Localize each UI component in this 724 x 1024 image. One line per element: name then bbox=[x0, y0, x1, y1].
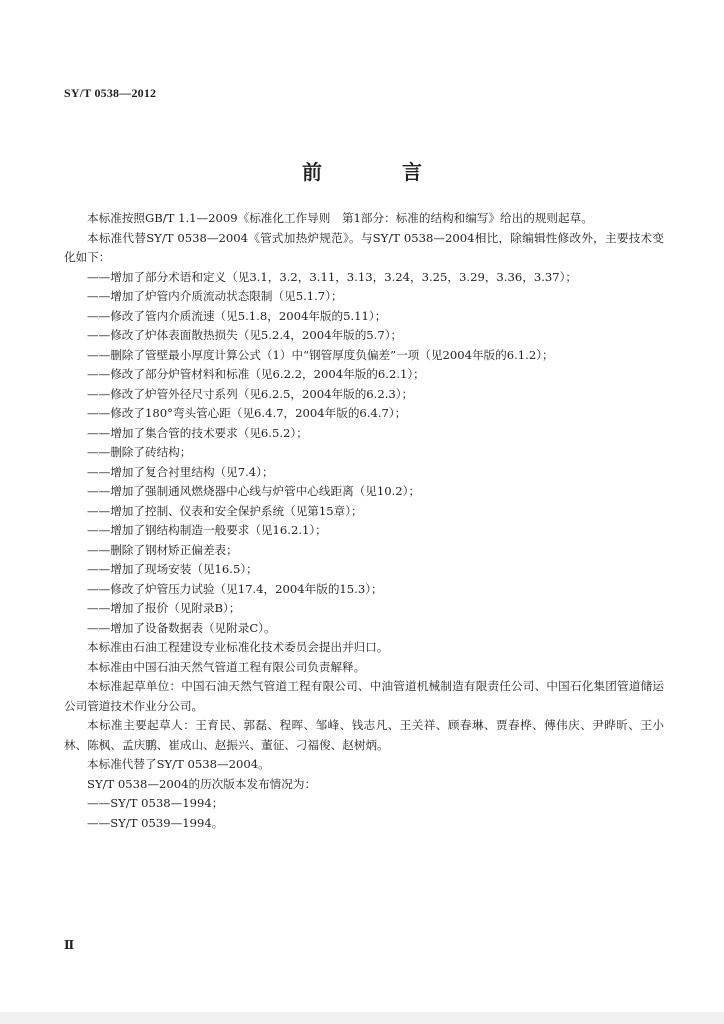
list-item: ——增加了现场安装（见16.5）； bbox=[87, 562, 258, 576]
paragraph: 本标准由石油工程建设专业标准化技术委员会提出并归口。 bbox=[87, 640, 389, 654]
paragraph: 本标准由中国石油天然气管道工程有限公司负责解释。 bbox=[87, 659, 366, 674]
standard-code: SY/T 0538—2012 bbox=[64, 86, 157, 100]
list-item: ——修改了炉体表面散热损失（见5.2.4，2004年版的5.7）； bbox=[87, 328, 403, 342]
paragraph: 本标准起草单位：中国石油天然气管道工程有限公司、中油管道机械制造有限责任公司、中国石化集团管道储运公司管道技术作业分公司。 bbox=[64, 679, 664, 713]
list-item: ——修改了炉管外径尺寸系列（见6.2.5，2004年版的6.2.3）； bbox=[87, 386, 414, 401]
list-item: ——增加了部分术语和定义（见3.1，3.2，3.11，3.13，3.24，3.25，3.29，3.36，3.37）； bbox=[87, 269, 578, 284]
page-title: 前 言 bbox=[302, 160, 452, 184]
paragraph: SY/T 0538—2004的历次版本发布情况为： bbox=[87, 776, 317, 791]
history-list bbox=[64, 794, 664, 833]
foreword-body bbox=[64, 209, 664, 833]
paragraph: 本标准主要起草人：王育民、郭磊、程晖、邹峰、钱志凡、王关祥、顾春琳、贾春桦、傅伟庆、尹晔昕、王小林、陈枫、孟庆鹏、崔成山、赵振兴、董征、刁福俊、赵树炳。 bbox=[64, 718, 664, 752]
list-item: ——删除了管壁最小厚度计算公式（1）中“钢管厚度负偏差”一项（见2004年版的6.1.2）； bbox=[87, 347, 554, 362]
page-number: Ⅱ bbox=[64, 938, 75, 952]
list-item: ——修改了管内介质流速（见5.1.8，2004年版的5.11）； bbox=[87, 308, 387, 323]
list-item: ——增加了复合衬里结构（见7.4）； bbox=[87, 464, 274, 479]
list-item: ——修改了部分炉管材料和标准（见6.2.2，2004年版的6.2.1）； bbox=[87, 367, 425, 381]
list-item: ——删除了砖结构； bbox=[87, 445, 192, 459]
paragraph: 本标准代替了SY/T 0538—2004。 bbox=[87, 757, 270, 771]
list-item: ——增加了设备数据表（见附录C）。 bbox=[87, 620, 276, 635]
list-item: ——增加了钢结构制造一般要求（见16.2.1）； bbox=[87, 523, 327, 537]
list-item: ——SY/T 0538—1994； bbox=[87, 796, 224, 810]
paragraph: 本标准代替SY/T 0538—2004《管式加热炉规范》。与SY/T 0538—2004相比，除编辑性修改外，主要技术变化如下： bbox=[64, 230, 664, 264]
list-item: ——增加了集合管的技术要求（见6.5.2）； bbox=[87, 425, 308, 440]
list-item: ——增加了炉管内介质流动状态限制（见5.1.7）； bbox=[87, 289, 343, 303]
list-item: ——SY/T 0539—1994。 bbox=[87, 815, 224, 830]
list-item: ——增加了控制、仪表和安全保护系统（见第15章）； bbox=[87, 503, 363, 518]
list-item: ——删除了钢材矫正偏差表； bbox=[87, 542, 238, 557]
list-item: ——修改了炉管压力试验（见17.4，2004年版的15.3）； bbox=[87, 581, 383, 596]
list-item: ——修改了180°弯头管心距（见6.4.7，2004年版的6.4.7）； bbox=[87, 406, 407, 420]
changes-list bbox=[64, 268, 664, 639]
paragraph: 本标准按照GB/T 1.1—2009《标准化工作导则 第1部分：标准的结构和编写》给出的规则起草。 bbox=[87, 211, 593, 225]
scan-edge bbox=[0, 1012, 724, 1024]
list-item: ——增加了报价（见附录B）； bbox=[87, 601, 241, 615]
list-item: ——增加了强制通风燃烧器中心线与炉管中心线距离（见10.2）； bbox=[87, 484, 421, 498]
